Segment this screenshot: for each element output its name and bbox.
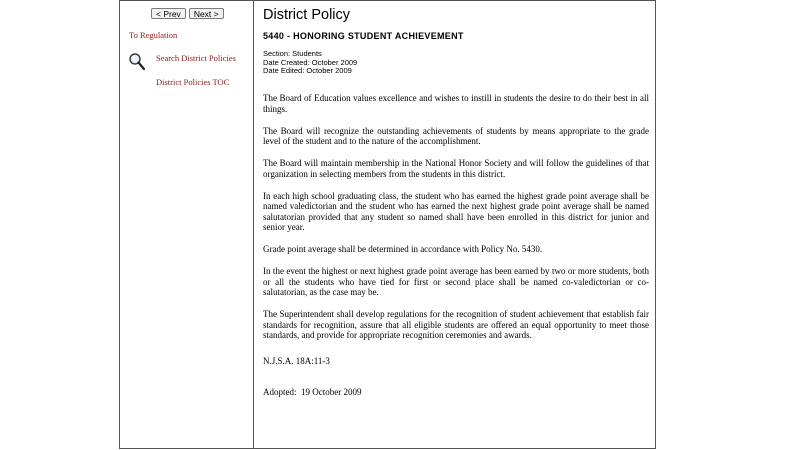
- policy-heading: 5440 - HONORING STUDENT ACHIEVEMENT: [263, 31, 464, 41]
- policy-body: [263, 93, 649, 352]
- adopted-date: Adopted: 19 October 2009: [263, 387, 362, 397]
- policy-paragraph: In each high school graduating class, the student who has earned the highest grade point average shall be named valedictorian and the student who has earned the next highest grade point average shall be named salutatorian provided that any student so named shall have been enrolled in this district for junior and senior year.: [263, 190, 649, 232]
- date-created: Date Created: October 2009: [263, 57, 358, 67]
- date-edited: Date Edited: October 2009: [263, 66, 352, 75]
- section-label: Section: Students: [263, 49, 322, 58]
- policy-meta: [263, 50, 357, 76]
- policy-paragraph: The Superintendent shall develop regulations for the recognition of student achievement that establish fair standards for recognition, assure that all eligible students are offered an equal opportunity to meet those standards, and provide for appropriate recognition ceremonies and awards.: [263, 309, 649, 340]
- policy-paragraph: Grade point average shall be determined in accordance with Policy No. 5430.: [263, 244, 543, 254]
- prev-button[interactable]: < Prev: [151, 8, 186, 19]
- page-title: District Policy: [263, 7, 351, 23]
- policy-paragraph: The Board will recognize the outstanding achievements of students by means appropriate to the grade level of the student and to the nature of the accomplishment.: [263, 125, 649, 146]
- policy-paragraph: The Board of Education values excellence and wishes to instill in students the desire to do their best in all things.: [263, 93, 649, 114]
- magnifier-icon[interactable]: [128, 52, 146, 72]
- policy-paragraph: In the event the highest or next highest grade point average has been earned by two or more students, both or all the students who have tied for first or second place shall be named co-valedictorian or co-salutatorian, as the case may be.: [263, 266, 649, 297]
- statute-reference: N.J.S.A. 18A:11-3: [263, 356, 330, 366]
- to-regulation-link[interactable]: To Regulation: [129, 30, 178, 40]
- nav-buttons: [151, 8, 224, 19]
- district-policies-toc-link[interactable]: District Policies TOC: [156, 77, 230, 87]
- sidebar: [120, 1, 254, 448]
- policy-paragraph: The Board will maintain membership in the National Honor Society and will follow the guidelines of that organization in selecting members from the students in this district.: [263, 158, 649, 179]
- search-district-policies-link[interactable]: Search District Policies: [156, 53, 236, 63]
- next-button[interactable]: Next >: [189, 8, 224, 19]
